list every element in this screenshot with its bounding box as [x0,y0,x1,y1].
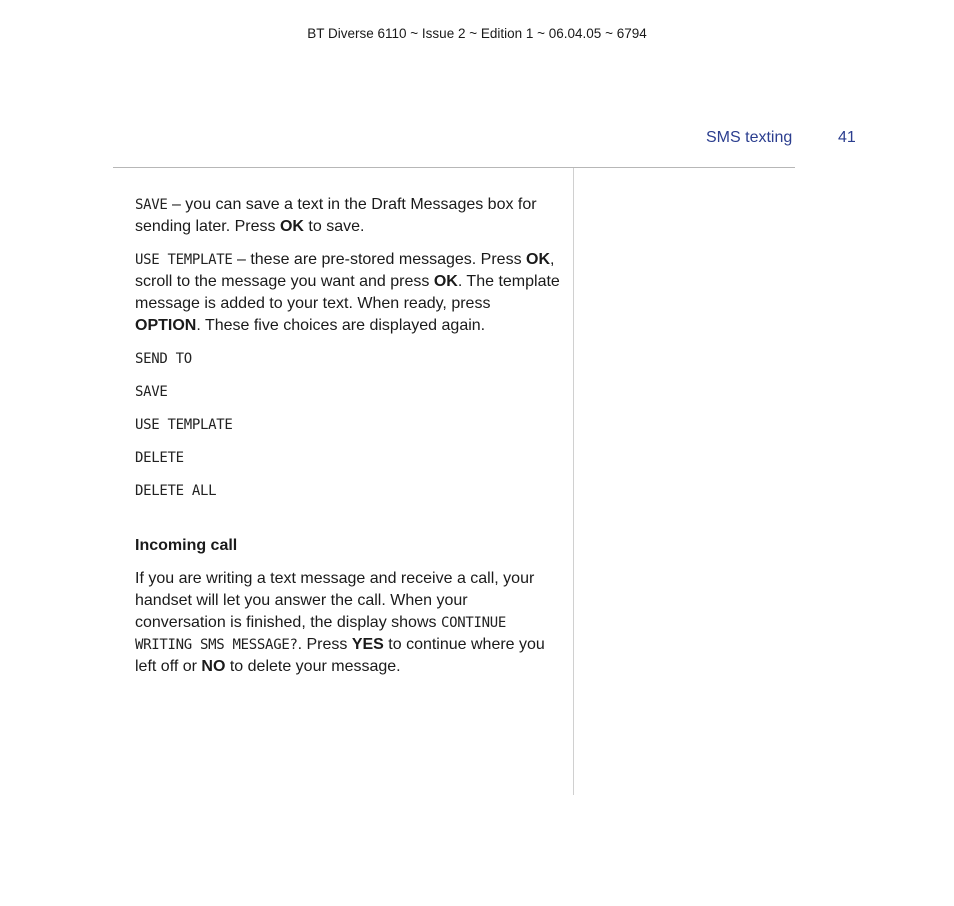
menu-option-use-template: USE TEMPLATE [135,417,233,433]
menu-option-delete: DELETE [135,450,184,466]
save-paragraph [135,194,560,238]
yes-key: YES [351,636,384,653]
incoming-text-4: to delete your message. [225,658,401,675]
incoming-text-2: . Press [297,636,352,653]
ok-key: OK [279,218,304,235]
incoming-call-paragraph [135,568,560,678]
main-column [135,194,560,689]
template-text-4: . These five choices are displayed again. [196,317,486,334]
document-info-header: BT Diverse 6110 ~ Issue 2 ~ Edition 1 ~ 06.04.05 ~ 6794 [307,26,647,41]
column-divider [573,168,574,795]
template-paragraph [135,249,560,337]
lcd-continue-message: CONTINUE WRITING SMS MESSAGE? [135,615,506,653]
no-key: NO [201,658,226,675]
save-text-1: – you can save a text in the Draft Messages box for sending later. Press [135,196,537,235]
ok-key: OK [433,273,458,290]
section-title: SMS texting [706,129,793,146]
ok-key: OK [526,251,551,268]
page-number: 41 [838,129,856,146]
menu-option-send-to: SEND TO [135,351,192,367]
save-text-2: to save. [303,218,365,235]
incoming-text-1: If you are writing a text message and receive a call, your handset will let you answer the call. When your conversation is finished, the display shows [135,570,535,631]
header-rule [113,167,795,168]
template-text-1: – these are pre-stored messages. Press [232,251,527,268]
template-text-3: . The template message is added to your text. When ready, press [135,273,560,312]
template-text-2: , scroll to the message you want and press [135,251,555,290]
lcd-save-key: SAVE [135,197,168,213]
lcd-use-template-key: USE TEMPLATE [135,252,233,268]
incoming-text-3: to continue where you left off or [135,636,545,675]
menu-option-save: SAVE [135,384,168,400]
option-key: OPTION [135,317,197,334]
incoming-call-heading: Incoming call [135,537,238,554]
menu-option-delete-all: DELETE ALL [135,483,217,499]
